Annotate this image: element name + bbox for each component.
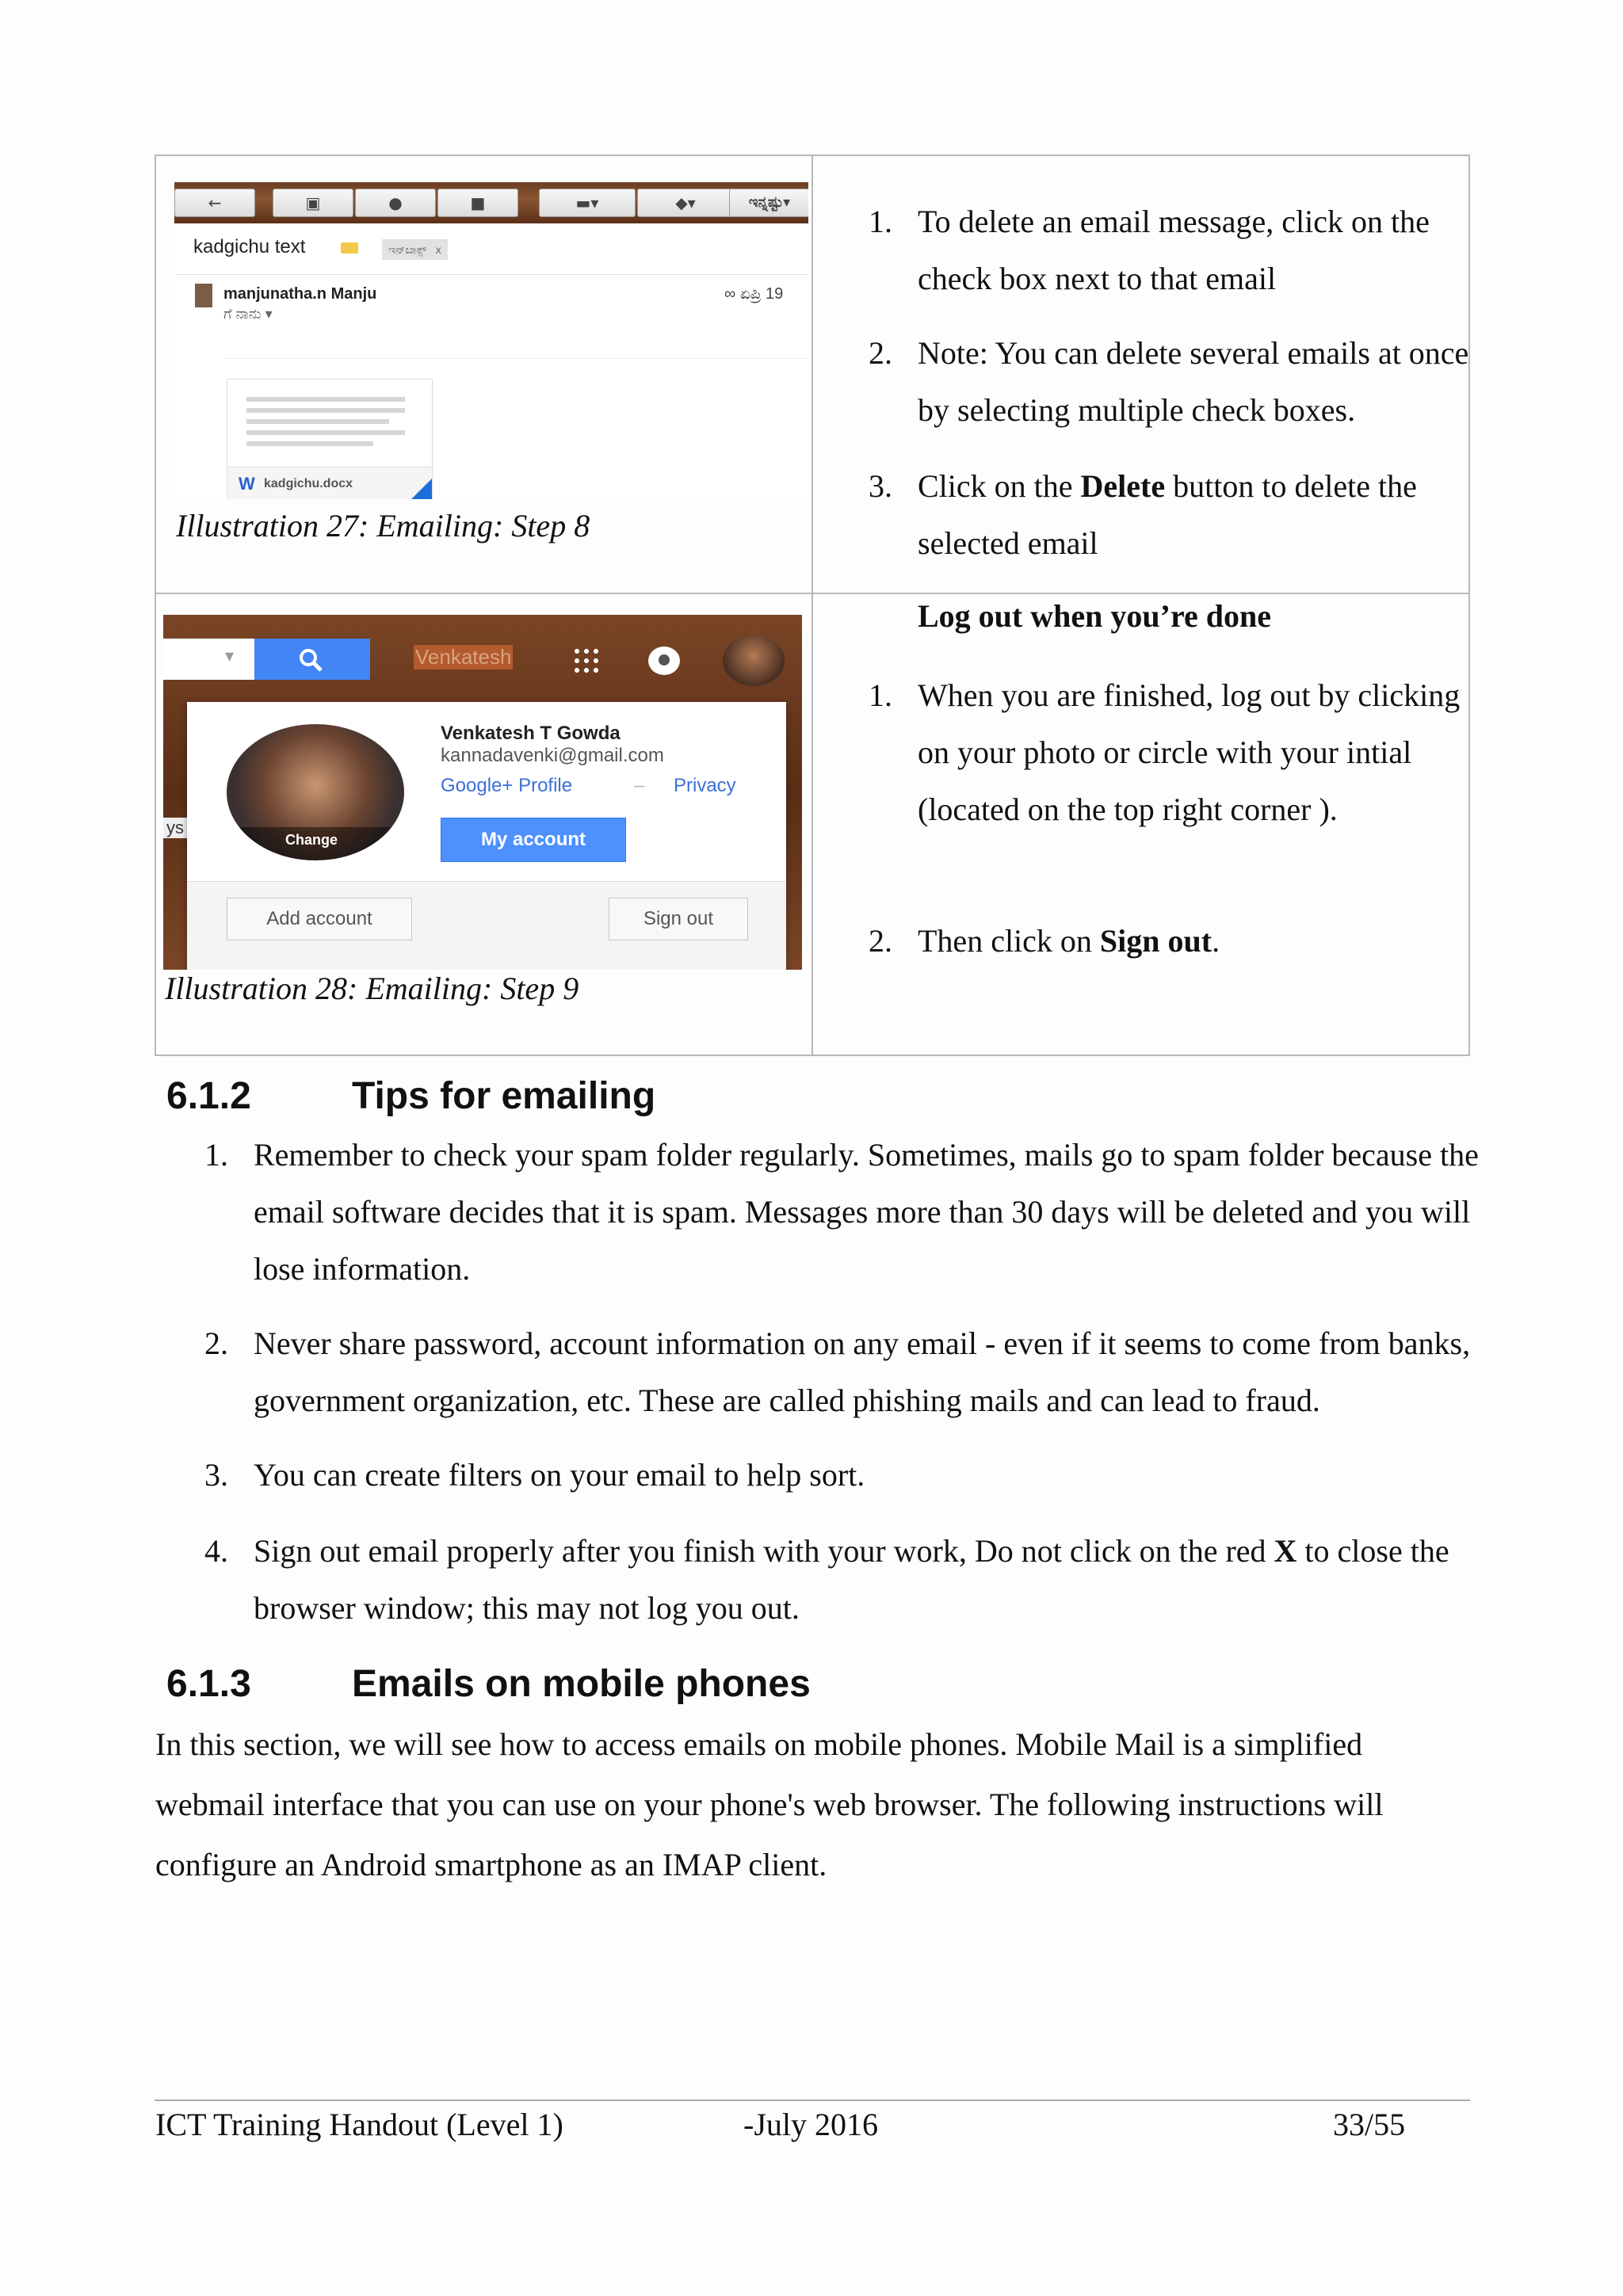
list-number: 1. <box>204 1137 228 1173</box>
list-number: 2. <box>204 1325 228 1361</box>
list-number: 2. <box>869 923 892 959</box>
document-line <box>246 419 389 424</box>
section-title: Tips for emailing <box>352 1075 656 1117</box>
step-list-item <box>869 458 1503 561</box>
list-number: 2. <box>869 335 892 371</box>
attachment-footer <box>227 467 432 499</box>
gmail-message-screenshot <box>174 182 808 499</box>
notifications-icon <box>648 646 680 675</box>
archive-icon: ▣ <box>273 189 353 217</box>
list-number: 1. <box>869 204 892 239</box>
step-list-item <box>869 667 1503 905</box>
list-number: 3. <box>204 1457 228 1493</box>
list-number: 4. <box>204 1533 228 1569</box>
document-line <box>246 430 405 435</box>
email-subject: kadgichu text <box>193 236 306 257</box>
account-name-top: Venkatesh <box>415 645 512 669</box>
list-text: Note: You can delete several emails at once by selecting multiple check boxes. <box>918 335 1469 428</box>
inbox-label-chip: ಇನ್‌ಬಾಕ್ಸ್ x <box>382 239 448 260</box>
more-menu: ಇನ್ನಷ್ಟು▾ <box>729 189 808 217</box>
recipient-line: ಗೆ ನಾನು ▾ <box>223 306 273 322</box>
logout-heading: Log out when you’re done <box>918 598 1271 634</box>
list-number: 1. <box>869 677 892 713</box>
list-text: Sign out email properly after you finish with your work, Do not click on the red X to close the browser window; this may not log you out. <box>254 1533 1449 1626</box>
privacy-link: Privacy <box>674 775 736 796</box>
mobile-mail-paragraph: In this section, we will see how to access emails on mobile phones. Mobile Mail is a simplified webmail interface that you can use on your phone's web browser. The following instructions will configure an Android smartphone as an IMAP client. <box>155 1726 1384 1882</box>
email-date: ∞ ಏಪ್ರಿ 19 <box>724 285 784 303</box>
footer-rule <box>155 2100 1470 2101</box>
divider <box>225 358 808 359</box>
step-list-item <box>869 193 1503 296</box>
word-doc-icon: W <box>239 474 255 494</box>
search-icon <box>296 646 327 673</box>
section-number: 6.1.2 <box>166 1075 251 1117</box>
list-text: When you are finished, log out by clicking on your photo or circle with your intial (located on the top right corner ). <box>918 677 1461 827</box>
list-text: Remember to check your spam folder regularly. Sometimes, mails go to spam folder because the email software decides that it is spam. Messages more than 30 days will be deleted and you will lose information. <box>254 1137 1479 1287</box>
bell-shape <box>659 654 670 666</box>
page-number: 33/55 <box>1333 2107 1406 2142</box>
move-folder-icon: ▬▾ <box>539 189 636 217</box>
label-tag-icon: ◆▾ <box>637 189 734 217</box>
list-text: Then click on Sign out. <box>918 923 1220 959</box>
tip-list-item <box>204 1447 1520 1504</box>
caption-step8: Illustration 27: Emailing: Step 8 <box>176 508 590 543</box>
popup-footer <box>187 881 786 970</box>
footer-date: -July 2016 <box>743 2107 878 2142</box>
add-account-button: Add account <box>227 898 412 940</box>
profile-photo-button <box>723 635 785 686</box>
full-name: Venkatesh T Gowda <box>441 723 621 744</box>
document-line <box>246 397 405 402</box>
divider <box>174 274 808 275</box>
step-list-item <box>869 325 1503 428</box>
account-email: kannadavenki@gmail.com <box>441 745 664 766</box>
caption-step9: Illustration 28: Emailing: Step 9 <box>165 971 579 1006</box>
step-list-item <box>869 913 1503 976</box>
account-popup <box>187 702 786 970</box>
tip-list-item <box>204 1127 1520 1301</box>
section-title: Emails on mobile phones <box>352 1663 811 1705</box>
list-text: Click on the Delete button to delete the selected email <box>918 468 1417 561</box>
sign-out-button: Sign out <box>609 898 748 940</box>
importance-marker-icon <box>341 242 358 254</box>
side-text: ys <box>163 818 187 838</box>
tip-list-item <box>204 1315 1520 1434</box>
delete-icon: ■ <box>437 189 518 217</box>
apps-grid-icon <box>572 646 601 675</box>
link-separator: – <box>634 775 645 796</box>
list-text: Never share password, account information on any email - even if it seems to come from banks, government organization, etc. These are called phishing mails and can lead to fraud. <box>254 1325 1471 1418</box>
footer-title: ICT Training Handout (Level 1) <box>155 2107 563 2142</box>
attachment-thumbnail <box>227 379 433 499</box>
back-icon: ← <box>174 189 255 217</box>
list-text: You can create filters on your email to help sort. <box>254 1457 865 1493</box>
avatar <box>195 284 212 307</box>
list-text: To delete an email message, click on the check box next to that email <box>918 204 1430 296</box>
my-account-button: My account <box>441 818 626 862</box>
google-plus-profile-link: Google+ Profile <box>441 775 573 796</box>
document-line <box>246 408 405 413</box>
table-divider-vertical <box>812 154 813 1056</box>
gmail-toolbar <box>174 182 808 223</box>
change-photo-link: Change <box>285 832 338 848</box>
section-number: 6.1.3 <box>166 1663 251 1705</box>
search-button <box>254 639 370 680</box>
document-line <box>246 441 373 446</box>
google-account-menu-screenshot <box>163 615 802 970</box>
attachment-corner-icon <box>410 479 432 499</box>
profile-photo-large <box>227 724 404 860</box>
spam-icon: ● <box>355 189 436 217</box>
tip-list-item <box>204 1523 1520 1642</box>
chevron-down-icon: ▾ <box>225 646 235 666</box>
list-number: 3. <box>869 468 892 504</box>
attachment-name: kadgichu.docx <box>264 477 353 490</box>
sender-name: manjunatha.n Manju <box>223 285 377 303</box>
search-box <box>163 639 254 680</box>
table-divider-horizontal <box>155 593 1470 594</box>
